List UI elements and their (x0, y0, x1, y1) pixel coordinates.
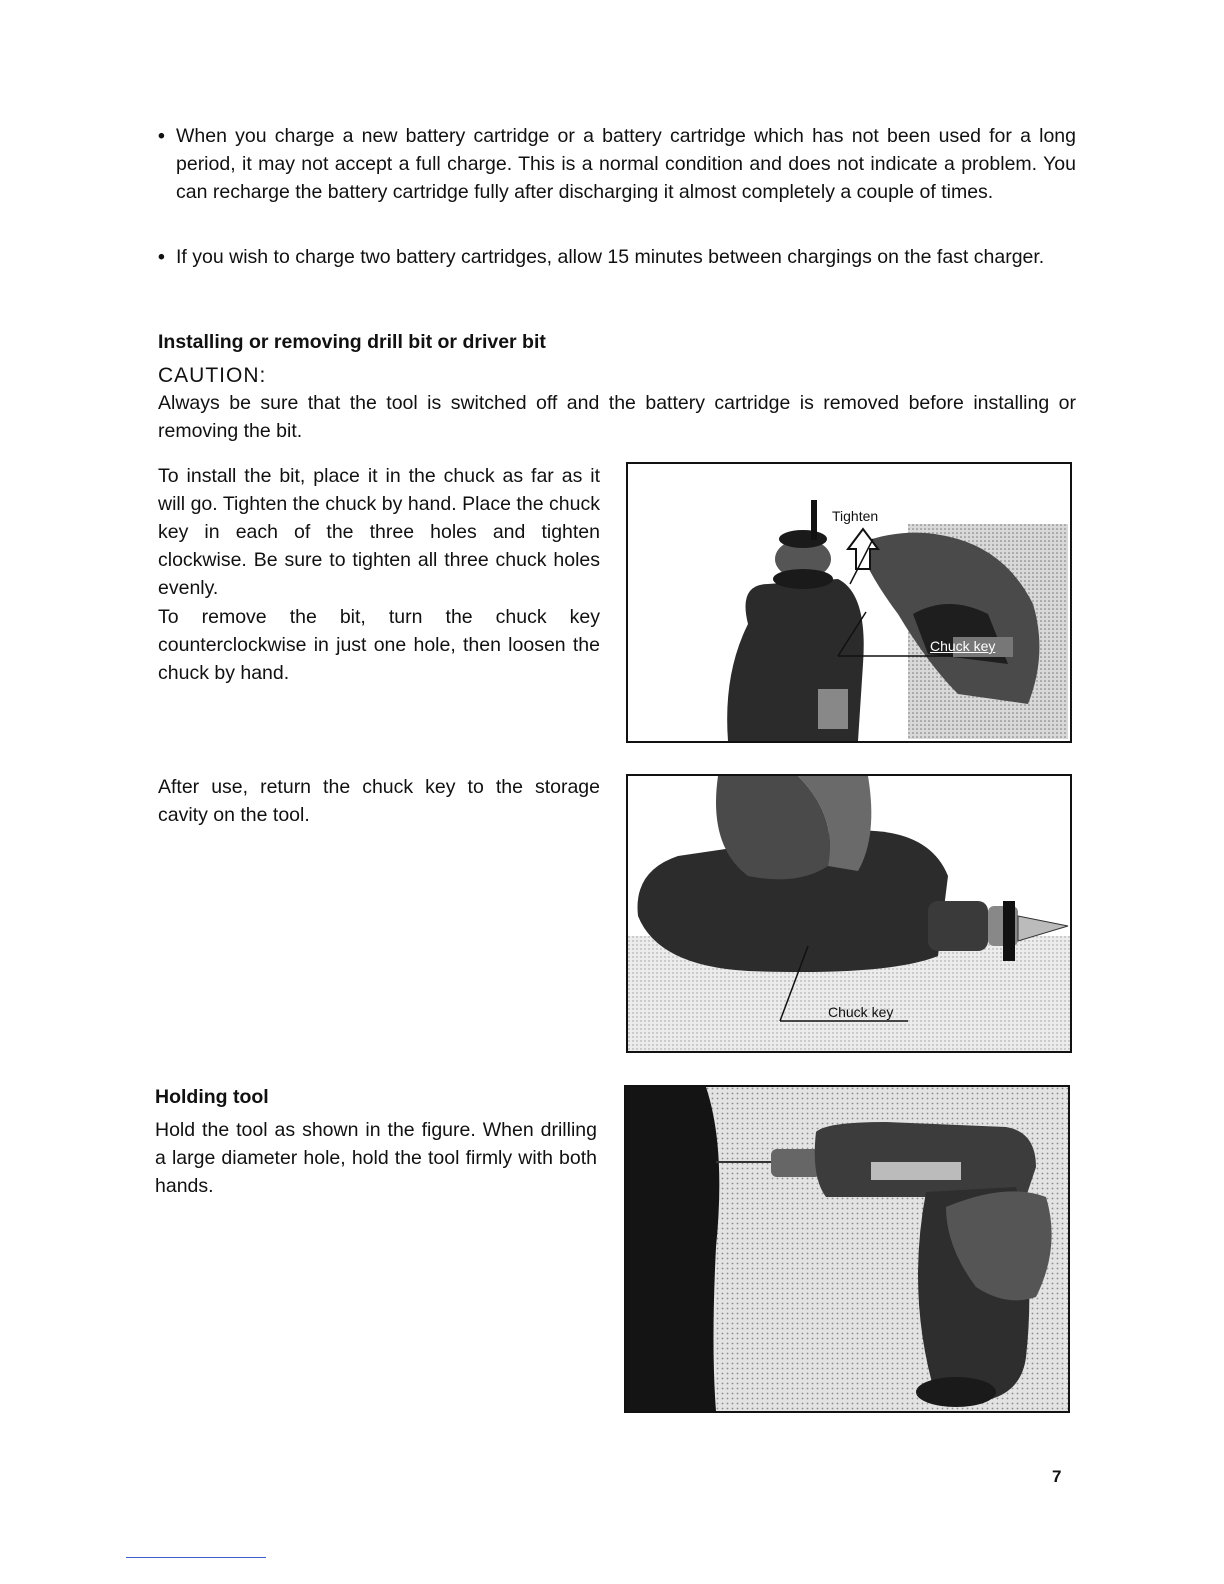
install-instructions: To install the bit, place it in the chuck as far as it will go. Tighten the chuck by hand. Place the chuck key in each of the three holes and tighten clockwise. Be sure to tighten all three chuck holes evenly. (158, 465, 600, 599)
bullet-text: If you wish to charge two battery cartridges, allow 15 minutes between chargings on the fast charger. (176, 246, 1045, 268)
section-heading: Holding tool (155, 1086, 269, 1108)
caution-text: Always be sure that the tool is switched off and the battery cartridge is removed before installing or removing the bit. (158, 392, 1076, 442)
figure-holding-tool (624, 1085, 1070, 1413)
chuck-key-label: Chuck key (930, 638, 996, 654)
footer-rule (126, 1557, 266, 1558)
chuck-key-label: Chuck key (828, 1004, 894, 1020)
page-number: 7 (1052, 1467, 1062, 1486)
after-use-text: After use, return the chuck key to the storage cavity on the tool. (158, 776, 600, 826)
figure-tighten-chuck (626, 462, 1072, 743)
figure-chuck-key-storage (626, 774, 1072, 1053)
caution-label: CAUTION: (158, 364, 267, 387)
bullet-dot-icon: • (158, 125, 165, 147)
section-heading: Installing or removing drill bit or driver bit (158, 331, 546, 353)
drill-chuck-illustration (628, 464, 1070, 741)
tighten-label: Tighten (832, 508, 879, 524)
holding-drill-illustration (626, 1087, 1068, 1411)
bullet-item (158, 122, 1076, 206)
bullet-item (158, 243, 1076, 271)
bullet-text: When you charge a new battery cartridge or a battery cartridge which has not been used for a long period, it may not accept a full charge. This is a normal condition and does not indicate a problem. You can recharge the battery cartridge fully after discharging it almost completely a couple of times. (176, 125, 1076, 203)
bullet-dot-icon: • (158, 246, 165, 268)
remove-instructions: To remove the bit, turn the chuck key counterclockwise in just one hole, then loosen the chuck by hand. (158, 606, 600, 684)
holding-tool-text: Hold the tool as shown in the figure. When drilling a large diameter hole, hold the tool firmly with both hands. (155, 1119, 597, 1197)
